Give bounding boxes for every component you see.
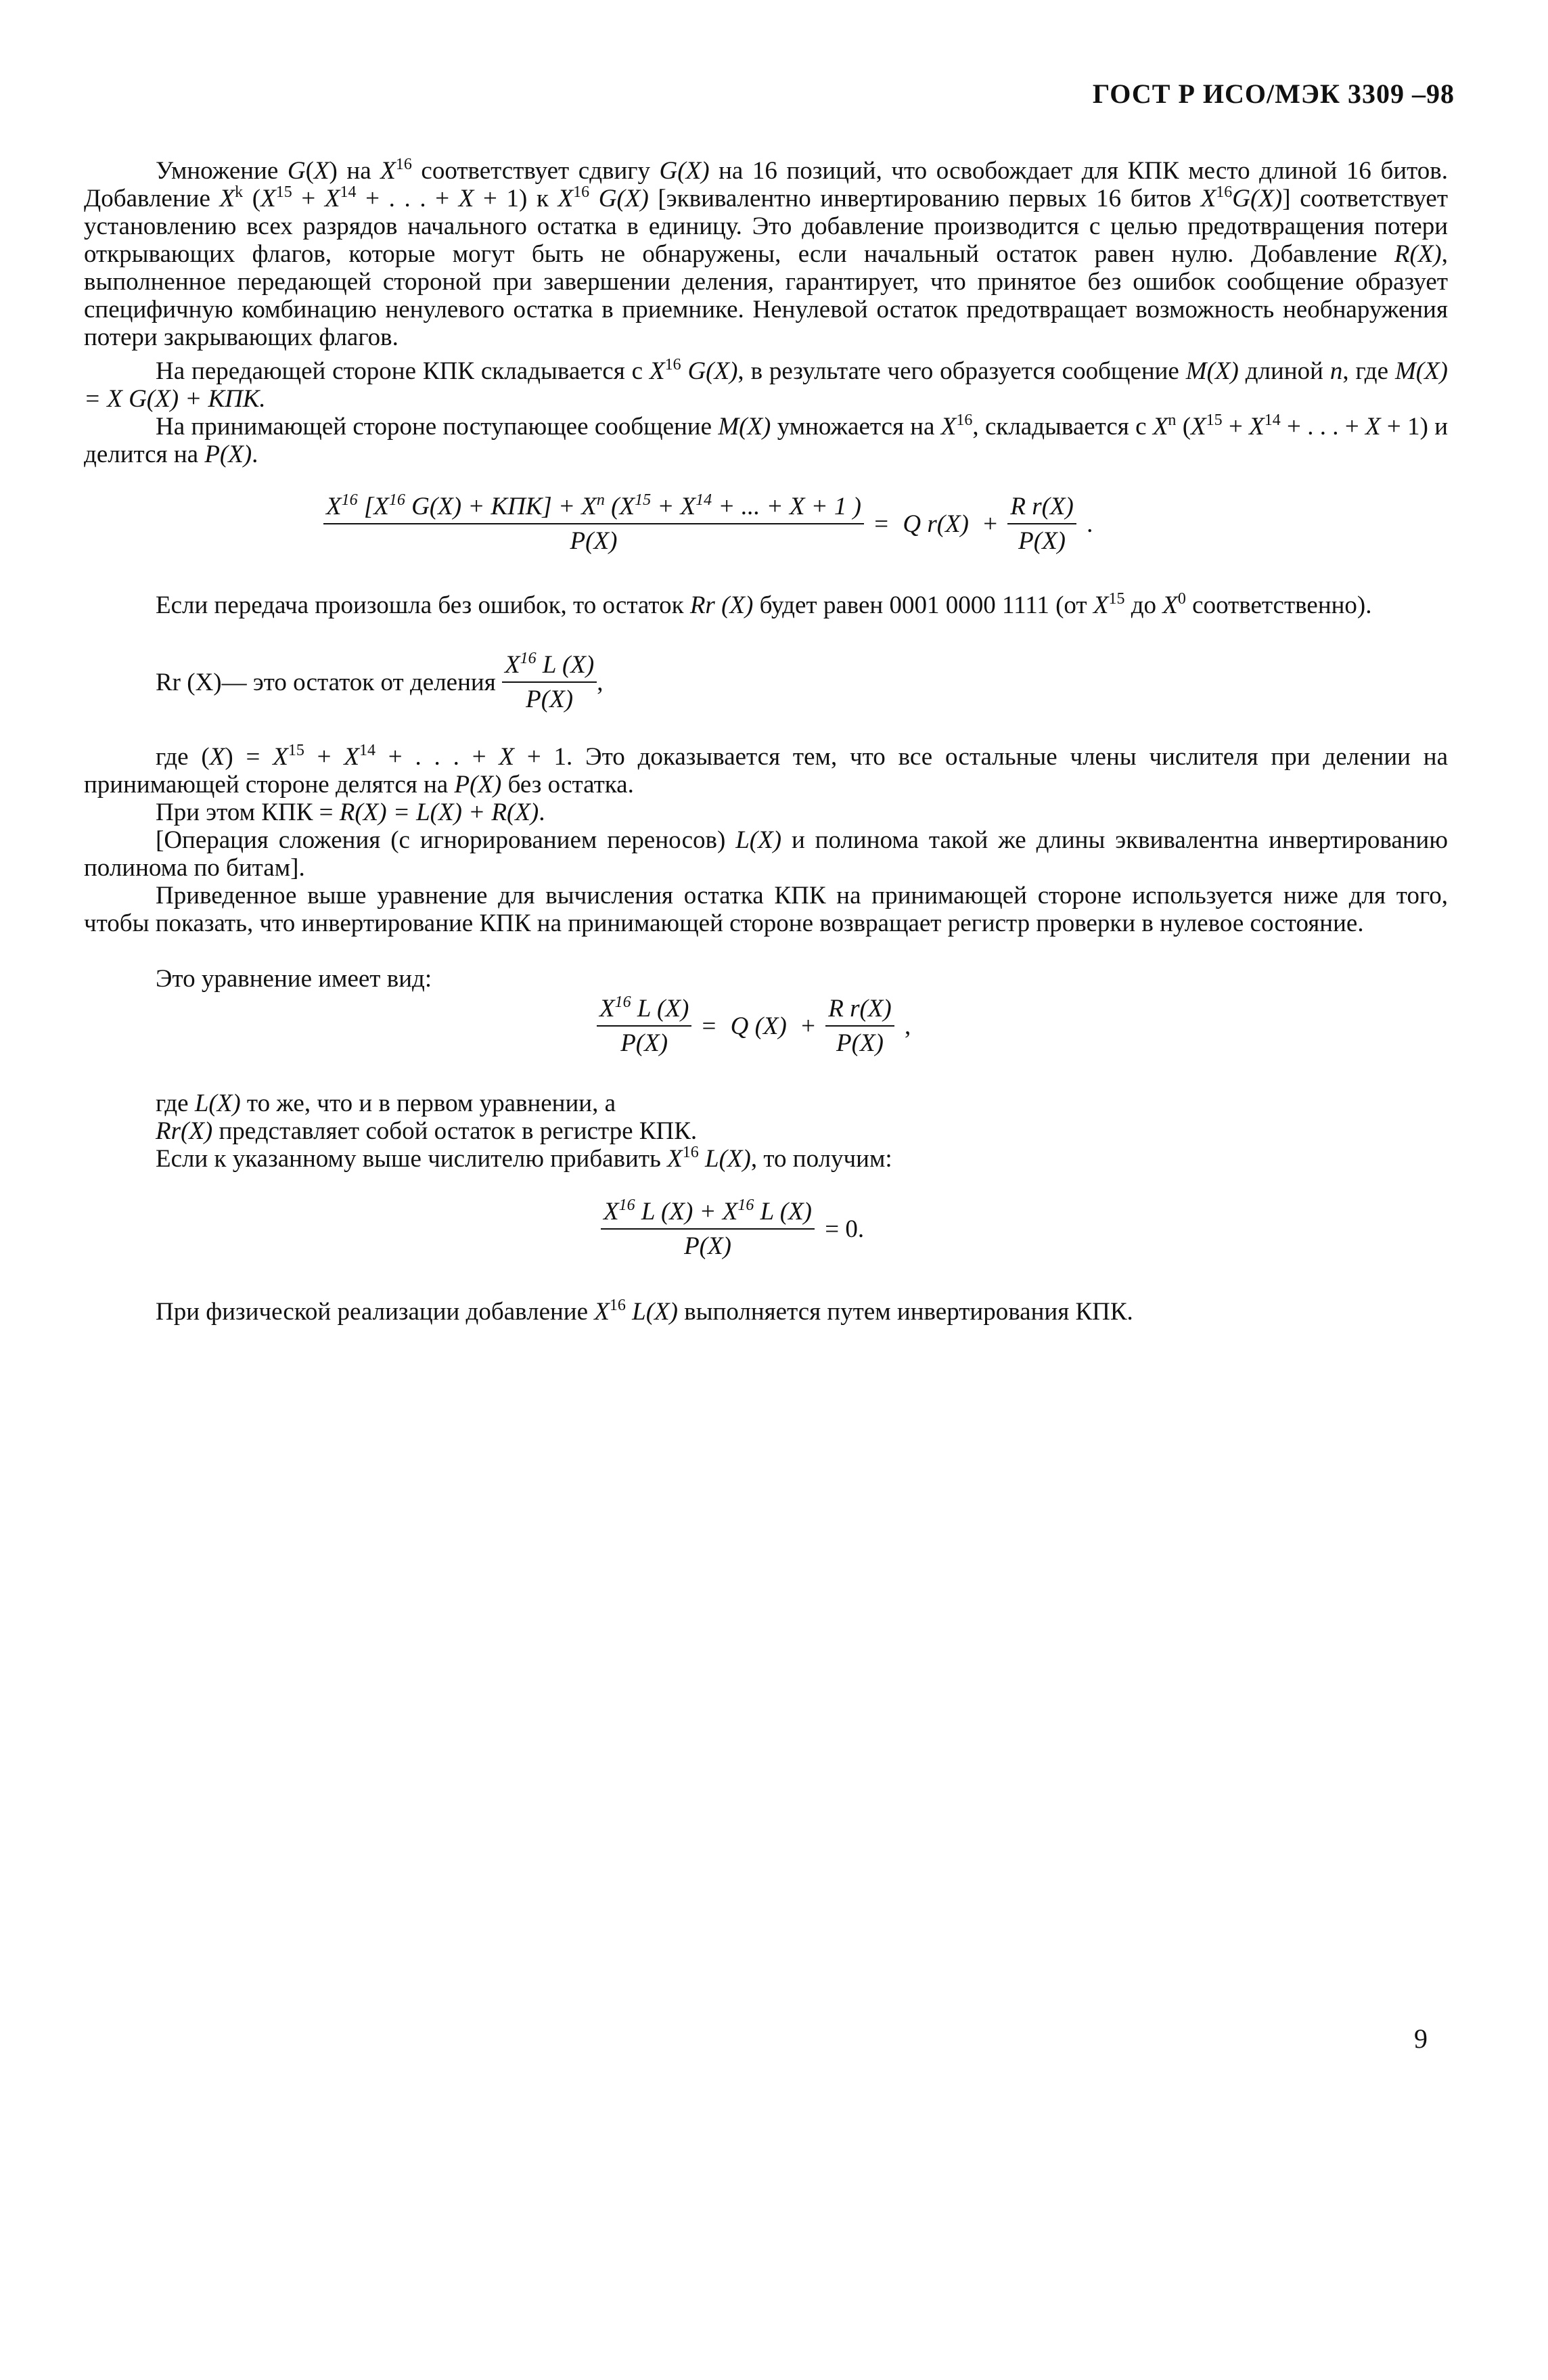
paragraph-fcs-equals: При этом КПК = R(X) = L(X) + R(X). bbox=[156, 799, 545, 826]
paragraph-lx-same: где L(X) то же, что и в первом уравнении, а bbox=[156, 1090, 616, 1117]
paragraph-equation-usage: Приведенное выше уравнение для вычисления остатка КПК на принимающей стороне используется ниже для того, чтобы показать, что инвертирование КПК на принимающей стороне возвращает регистр проверки в нулевое состояние. bbox=[84, 882, 1448, 937]
paragraph-receiving-side: На принимающей стороне поступающее сообщение M(X) умножается на $X^{16}$, складывается с $X^n$ ($X^{15} + X^{14}$ + . . . + X + 1) и делится на P(X). bbox=[84, 411, 1448, 468]
fraction-main: $\frac{X^{16} [X^{16} G(X) + КПК] + X^n (X^{15} + X^{14} + ... + X + 1 )}{P(X)}$ bbox=[323, 493, 864, 555]
page-number: 9 bbox=[1414, 2023, 1428, 2054]
paragraph-equation-form: Это уравнение имеет вид: bbox=[156, 965, 432, 993]
equation-remainder-form: $\frac{X^{16} L (X)}{P(X)}$ = Q (X) + $\frac{\text{R r(X)}}{P(X)}$ , bbox=[597, 995, 915, 1057]
paragraph-no-errors: Если передача произошла без ошибок, то остаток Rr (X) будет равен 0001 0000 1111 (от $X^{15}$ до $X^0$ соответственно). bbox=[156, 590, 1372, 619]
equation-receiver-division: $\frac{X^{16} [X^{16} G(X) + КПК] + X^n (X^{15} + X^{14} + ... + X + 1 )}{P(X)}$ = Q r(X) + $\frac{\text{R r(X)}}{P(X)}$ . bbox=[323, 493, 1097, 555]
paragraph-where-definition: где $(X) = X^{15} + X^{14}$ + . . . + X + 1. Это доказывается тем, что все остальные члены числителя при делении на принимающей стороне делятся на P(X) без остатка. bbox=[84, 742, 1448, 799]
paragraph-add-numerator: Если к указанному выше числителю прибавить $X^{16}$ L(X), то получим: bbox=[156, 1144, 892, 1173]
paragraph-transmitting-side: На передающей стороне КПК складывается с $X^{16}$ G(X), в результате чего образуется сообщение M(X) длиной n, где M(X) = X G(X) + КПК. bbox=[84, 356, 1449, 413]
paragraph-remainder-definition: Rr (X)— это остаток от деления $\frac{X^{16} L (X)}{P(X)}$ , bbox=[156, 650, 604, 713]
paragraph-multiplication: Умножение G(X) на $X^{16}$ соответствует сдвигу G(X) на 16 позиций, что освобождает для КПК место длиной 16 битов. Добавление $X^k$ ($X^{15} + X^{14}$ + . . . + X + 1) к $X^{16}$ G(X) [эквивалентно инвертированию первых 16 битов $X^{16}G(X)$] соответствует установлению всех разрядов начального остатка в единицу. Это добавление производится с целью предотвращения потери открывающих флагов, которые могут быть не обнаружены, если начальный остаток равен нулю. Добавление R(X), выполненное передающей стороной при завершении деления, гарантирует, что принятое без ошибок сообщение образует специфичную комбинацию ненулевого остатка в приемнике. Ненулевой остаток предотвращает возможность необнаружения потери закрывающих флагов. bbox=[84, 156, 1449, 351]
standard-header: ГОСТ Р ИСО/МЭК 3309 –98 bbox=[1092, 78, 1455, 109]
paragraph-rr-register: Rr(X) представляет собой остаток в регистре КПК. bbox=[156, 1117, 698, 1145]
fraction-remainder: $\frac{\text{R r(X)}}{P(X)}$ bbox=[1007, 493, 1076, 555]
fraction-rr-over-px: $\frac{\text{R r(X)}}{P(X)}$ bbox=[825, 995, 894, 1057]
fraction-sum-over-px: $\frac{X^{16} L (X) + X^{16} L (X)}{P(X)}$ bbox=[601, 1198, 815, 1260]
equation-zero-result: $\frac{X^{16} L (X) + X^{16} L (X)}{P(X)}$ = 0. bbox=[601, 1198, 868, 1260]
fraction-remainder-definition: $\frac{X^{16} L (X)}{P(X)}$ bbox=[502, 651, 597, 713]
paragraph-physical-implementation: При физической реализации добавление $X^{16}$ L(X) выполняется путем инвертирования КПК. bbox=[156, 1297, 1133, 1326]
fraction-lx-over-px: $\frac{X^{16} L (X)}{P(X)}$ bbox=[597, 995, 691, 1057]
paragraph-addition-operation: [Операция сложения (с игнорированием переносов) L(X) и полинома такой же длины эквивалентна инвертированию полинома по битам]. bbox=[84, 826, 1449, 882]
